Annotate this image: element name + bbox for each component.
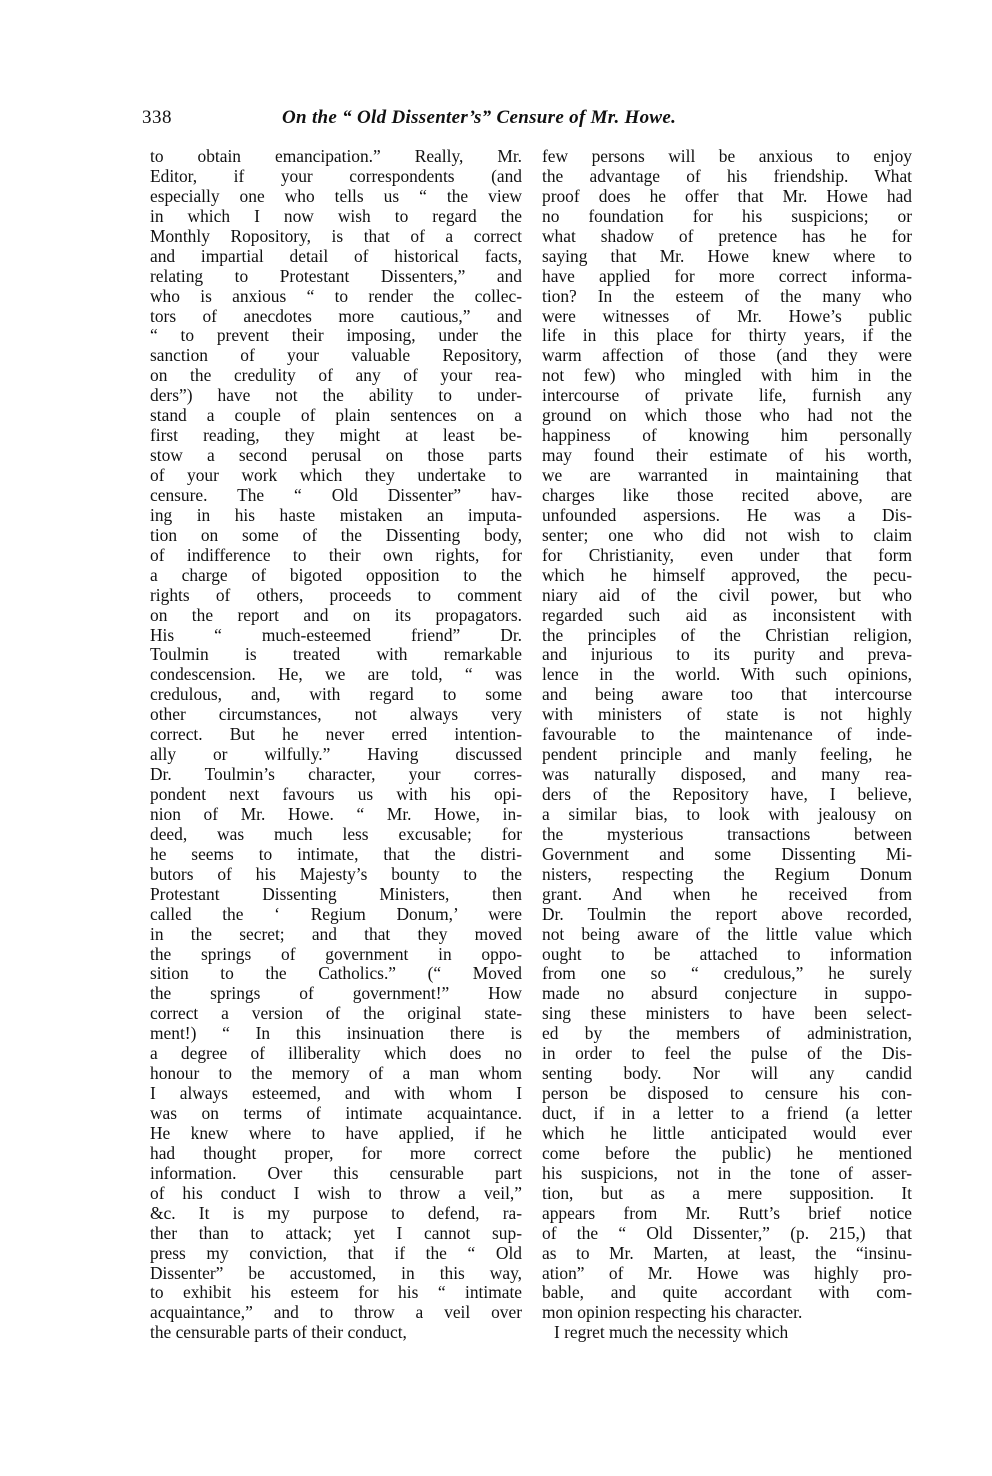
text-line: called the ‘ Regium Donum,’ were <box>150 903 522 924</box>
text-line: deed, was much less excusable; for <box>150 823 522 844</box>
text-line: the springs of government in oppo- <box>150 943 522 964</box>
text-line: &c. It is my purpose to defend, ra- <box>150 1202 522 1223</box>
text-line: his suspicions, not in the tone of asser- <box>542 1162 912 1183</box>
text-line: were witnesses of Mr. Howe’s public <box>542 305 912 326</box>
text-line: life in this place for thirty years, if the <box>542 325 912 346</box>
text-line: other circumstances, not always very <box>150 704 522 725</box>
text-line: not being aware of the little value which <box>542 923 912 944</box>
text-line: what shadow of pretence has he for <box>542 225 912 246</box>
text-line: may found their estimate of his worth, <box>542 445 912 466</box>
text-line: tion? In the esteem of the many who <box>542 285 912 306</box>
text-line: grant. And when he received from <box>542 883 912 904</box>
text-line: no foundation for his suspicions; or <box>542 205 912 226</box>
text-line: He knew where to have applied, if he <box>150 1122 522 1143</box>
text-line: warm affection of those (and they were <box>542 345 912 366</box>
text-line: in the secret; and that they moved <box>150 923 522 944</box>
text-line: which he himself approved, the pecu- <box>542 564 912 585</box>
text-line: a degree of illiberality which does no <box>150 1043 522 1064</box>
text-line: sition to the Catholics.” (“ Moved <box>150 963 522 984</box>
text-line: regarded such aid as inconsistent with <box>542 604 912 625</box>
text-line: press my conviction, that if the “ Old <box>150 1242 522 1263</box>
text-line: favourable to the maintenance of inde- <box>542 724 912 745</box>
text-line: condescension. He, we are told, “ was <box>150 664 522 685</box>
text-line: ally or wilfully.” Having discussed <box>150 744 522 765</box>
text-line: nion of Mr. Howe. “ Mr. Howe, in- <box>150 803 522 824</box>
text-line: first reading, they might at least be- <box>150 425 522 446</box>
text-line: ation” of Mr. Howe was highly pro- <box>542 1262 912 1283</box>
text-line: have applied for more correct informa- <box>542 265 912 286</box>
text-line: pondent next favours us with his opi- <box>150 784 522 804</box>
text-line: of the “ Old Dissenter,” (p. 215,) that <box>542 1222 912 1243</box>
text-line: Editor, if your correspondents (and <box>150 165 522 186</box>
text-line: made no absurd conjecture in suppo- <box>542 983 912 1004</box>
text-line: lence in the world. With such opinions, <box>542 664 912 685</box>
text-line: from one so “ credulous,” he surely <box>542 963 912 984</box>
running-title: On the “ Old Dissenter’s” Censure of Mr. Howe. <box>282 107 677 128</box>
text-line: the censurable parts of their conduct, <box>150 1322 407 1343</box>
text-line: Dissenter” be accustomed, in this way, <box>150 1262 522 1283</box>
text-line: I always esteemed, and with whom I <box>150 1083 522 1104</box>
text-line: senter; one who did not wish to claim <box>542 524 912 545</box>
text-line: tion on some of the Dissenting body, <box>150 524 522 545</box>
text-line: ing in his haste mistaken an imputa- <box>150 504 522 525</box>
text-line: unfounded aspersions. He was a Dis- <box>542 504 912 525</box>
text-line: ment!) “ In this insinuation there is <box>150 1023 522 1044</box>
text-line: who is anxious “ to render the collec- <box>150 285 522 306</box>
text-line: appears from Mr. Rutt’s brief notice <box>542 1202 912 1223</box>
text-line: nisters, respecting the Regium Donum <box>542 863 912 884</box>
text-line: with ministers of state is not highly <box>542 704 912 725</box>
text-line: mon opinion respecting his character. <box>542 1302 803 1323</box>
text-line: come before the public) he mentioned <box>542 1142 912 1163</box>
page-header <box>142 107 862 133</box>
text-line: censure. The “ Old Dissenter” hav- <box>150 484 522 505</box>
text-line: Government and some Dissenting Mi- <box>542 843 912 864</box>
text-line: a charge of bigoted opposition to the <box>150 564 522 585</box>
text-line: Dr. Toulmin’s character, your corres- <box>150 764 522 785</box>
text-line: intercourse of private life, furnish any <box>542 385 912 406</box>
text-line: credulous, and, with regard to some <box>150 684 522 705</box>
text-line: of his conduct I wish to throw a veil,” <box>150 1182 522 1203</box>
text-line: the principles of the Christian religion, <box>542 624 912 645</box>
text-line: “ to prevent their imposing, under the <box>150 325 522 346</box>
text-line: niary aid of the civil power, but who <box>542 584 912 605</box>
text-line: was naturally disposed, and many rea- <box>542 764 912 785</box>
text-line: ther than to attack; yet I cannot sup- <box>150 1222 522 1243</box>
left-text-column <box>150 147 522 1343</box>
text-line: sing these ministers to have been select- <box>542 1003 912 1024</box>
text-line: as to Mr. Marten, at least, the “insinu- <box>542 1242 912 1263</box>
text-line: on the credulity of any of your rea- <box>150 365 522 386</box>
text-line: and injurious to its purity and preva- <box>542 644 912 665</box>
text-line: on the report and on its propagators. <box>150 604 522 625</box>
text-line: Monthly Ropository, is that of a correct <box>150 225 522 246</box>
text-line: I regret much the necessity which <box>554 1322 789 1343</box>
page-number: 338 <box>142 107 172 128</box>
text-line: a similar bias, to look with jealousy on <box>542 803 912 824</box>
text-line: butors of his Majesty’s bounty to the <box>150 863 522 884</box>
text-line: the advantage of his friendship. What <box>542 165 912 186</box>
text-line: Protestant Dissenting Ministers, then <box>150 883 522 904</box>
text-line: Toulmin is treated with remarkable <box>150 644 522 665</box>
text-line: for Christianity, even under that form <box>542 544 912 565</box>
right-text-column <box>542 147 912 1343</box>
text-line: the mysterious transactions between <box>542 823 912 844</box>
text-line: happiness of knowing him personally <box>542 425 912 446</box>
text-line: ground on which those who had not the <box>542 405 912 426</box>
text-line: Dr. Toulmin the report above recorded, <box>542 903 912 924</box>
text-line: bable, and quite accordant with com- <box>542 1282 912 1303</box>
text-line: stand a couple of plain sentences on a <box>150 405 522 426</box>
text-line: of your work which they undertake to <box>150 465 522 485</box>
text-line: duct, if in a letter to a friend (a letter <box>542 1103 912 1123</box>
text-line: we are warranted in maintaining that <box>542 465 912 485</box>
text-line: and being aware too that intercourse <box>542 684 912 705</box>
text-line: ders of the Repository have, I believe, <box>542 784 912 804</box>
text-line: person be disposed to censure his con- <box>542 1083 912 1104</box>
text-line: senting body. Nor will any candid <box>542 1063 912 1084</box>
text-line: rights of others, proceeds to comment <box>150 584 522 605</box>
text-line: of indifference to their own rights, for <box>150 544 522 565</box>
text-line: correct a version of the original state- <box>150 1003 522 1024</box>
text-line: tion, but as a mere supposition. It <box>542 1182 912 1203</box>
text-line: especially one who tells us “ the view <box>150 185 522 206</box>
text-line: relating to Protestant Dissenters,” and <box>150 265 522 286</box>
text-line: few persons will be anxious to enjoy <box>542 146 912 166</box>
text-line: ders”) have not the ability to under- <box>150 385 522 406</box>
text-line: charges like those recited above, are <box>542 484 912 505</box>
text-line: sanction of your valuable Repository, <box>150 345 522 366</box>
text-line: not few) who mingled with him in the <box>542 365 912 386</box>
text-line: information. Over this censurable part <box>150 1162 522 1183</box>
text-line: was on terms of intimate acquaintance. <box>150 1103 522 1123</box>
text-line: to exhibit his esteem for his “ intimate <box>150 1282 522 1303</box>
text-line: in order to feel the pulse of the Dis- <box>542 1043 912 1064</box>
text-line: proof does he offer that Mr. Howe had <box>542 185 912 206</box>
text-line: tors of anecdotes more cautious,” and <box>150 305 522 326</box>
text-line: ought to be attached to information <box>542 943 912 964</box>
text-line: ed by the members of administration, <box>542 1023 912 1044</box>
text-line: correct. But he never erred intention- <box>150 724 522 745</box>
text-line: and impartial detail of historical facts, <box>150 245 522 266</box>
text-line: had thought proper, for more correct <box>150 1142 522 1163</box>
text-line: acquaintance,” and to throw a veil over <box>150 1302 522 1323</box>
text-line: pendent principle and manly feeling, he <box>542 744 912 765</box>
text-line: the springs of government!” How <box>150 983 522 1004</box>
text-line: he seems to intimate, that the distri- <box>150 843 522 864</box>
text-line: in which I now wish to regard the <box>150 205 522 226</box>
text-line: saying that Mr. Howe knew where to <box>542 245 912 266</box>
text-line: stow a second perusal on those parts <box>150 445 522 466</box>
text-line: to obtain emancipation.” Really, Mr. <box>150 146 522 166</box>
text-line: which he little anticipated would ever <box>542 1122 912 1143</box>
text-line: honour to the memory of a man whom <box>150 1063 522 1084</box>
text-line: His “ much-esteemed friend” Dr. <box>150 624 522 645</box>
